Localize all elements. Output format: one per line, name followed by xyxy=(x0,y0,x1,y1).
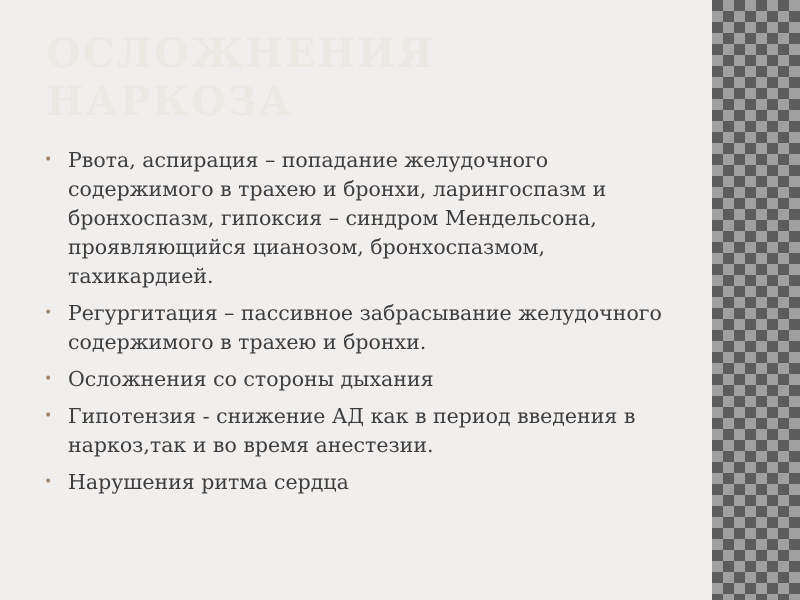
bullet-dot-icon: • xyxy=(44,371,53,387)
bullet-list xyxy=(44,146,684,505)
bullet-text: Нарушения ритма сердца xyxy=(68,470,349,494)
bullet-item xyxy=(44,365,684,394)
bullet-text: Осложнения со стороны дыхания xyxy=(68,367,434,391)
bullet-text: Гипотензия - снижение АД как в период введения в наркоз,так и во время анестезии. xyxy=(68,404,636,457)
bullet-item xyxy=(44,468,684,497)
bullet-dot-icon: • xyxy=(44,408,53,424)
bullet-dot-icon: • xyxy=(44,305,53,321)
bullet-text: Рвота, аспирация – попадание желудочного содержимого в трахею и бронхи, ларингоспазм и бронхоспазм, гипоксия – синдром Мендельсона, проявляющийся цианозом, бронхоспазмом, тахикардией. xyxy=(68,148,607,288)
bullet-item xyxy=(44,402,684,460)
bullet-dot-icon: • xyxy=(44,474,53,490)
decorative-diamond-pattern xyxy=(712,0,800,600)
bullet-dot-icon: • xyxy=(44,152,53,168)
bullet-item xyxy=(44,146,684,291)
bullet-item xyxy=(44,299,684,357)
bullet-text: Регургитация – пассивное забрасывание желудочного содержимого в трахею и бронхи. xyxy=(68,301,662,354)
slide-title: ОСЛОЖНЕНИЯ НАРКОЗА xyxy=(46,30,435,125)
